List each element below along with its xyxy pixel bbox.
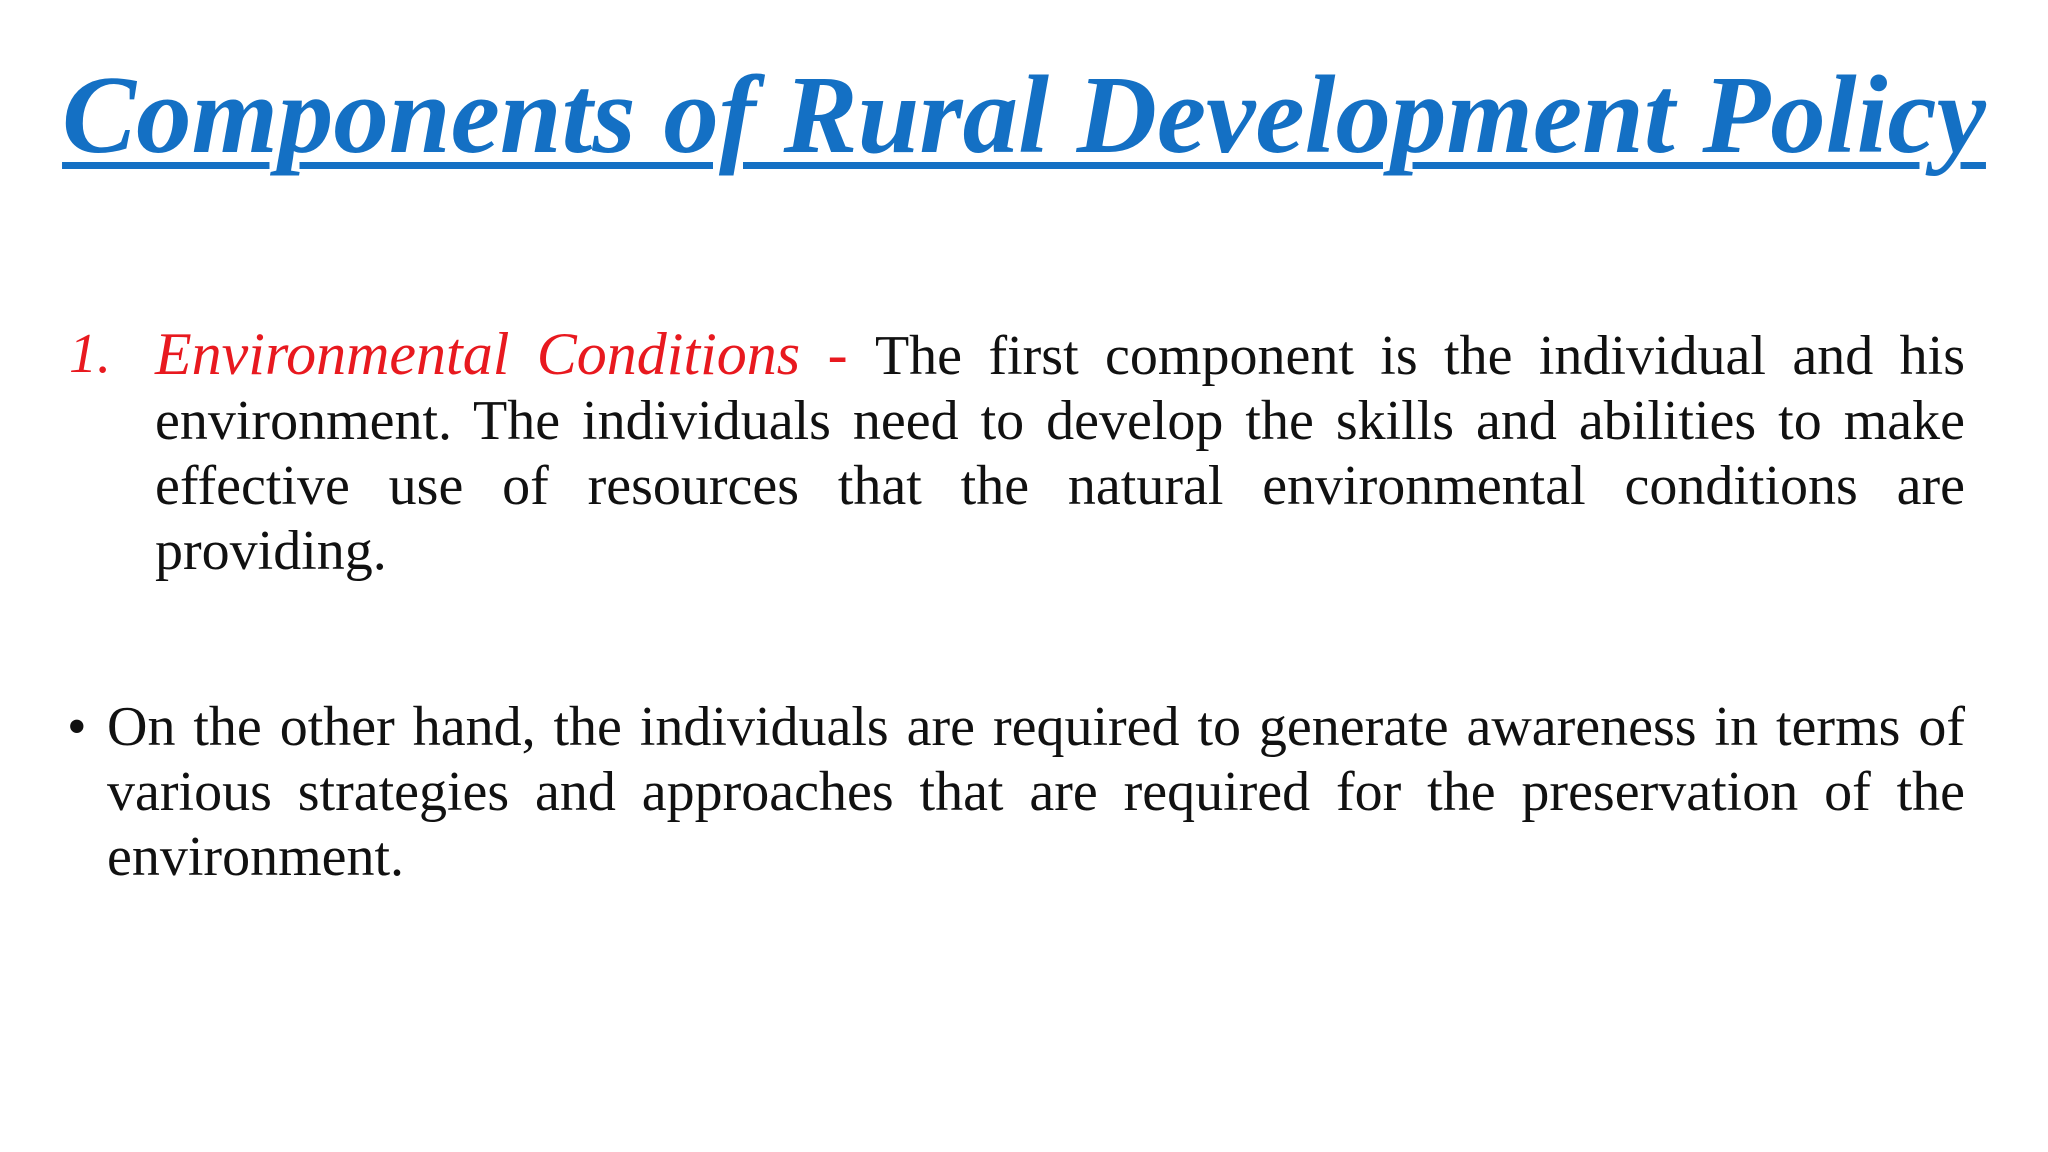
- item-number: 1.: [69, 323, 111, 385]
- item-separator: -: [800, 321, 875, 387]
- numbered-item: [69, 321, 1965, 584]
- bullet-text: On the other hand, the individuals are required to generate awareness in terms of various strategies and approaches that are required for the preservation of the environment.: [107, 696, 1965, 888]
- bullet-icon: •: [67, 696, 87, 758]
- item-heading: Environmental Conditions: [155, 321, 801, 387]
- bullet-paragraph: [67, 695, 1965, 890]
- item-body: The first component is the individual and his environment. The individuals need to develop the skills and abilities to make effective use of resources that the natural environmental conditions are providing.: [155, 325, 1965, 582]
- slide-title: Components of Rural Development Policy: [62, 54, 1986, 177]
